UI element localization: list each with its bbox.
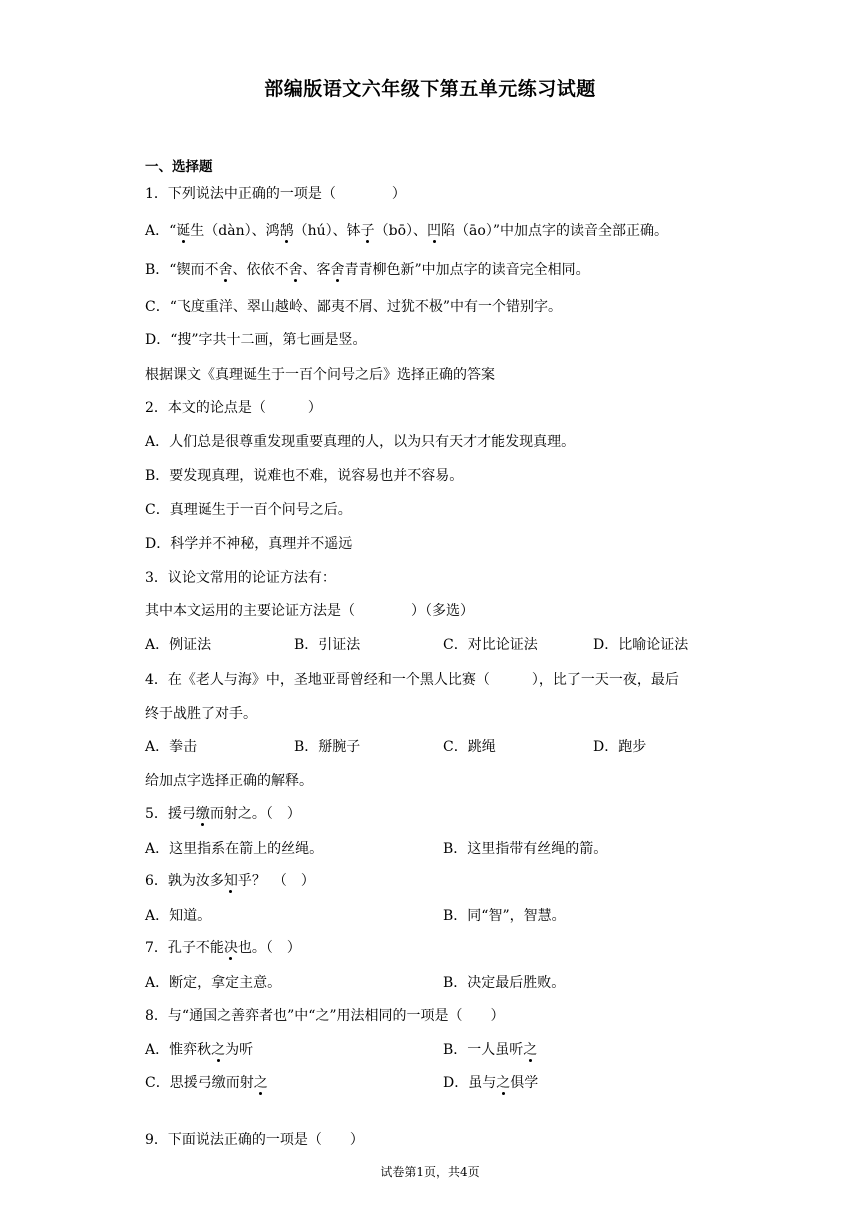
question-2-option-c: C．真理诞生于一百个问号之后。 — [145, 502, 352, 518]
question-8-option-b — [443, 1040, 537, 1060]
question-3-option-a: A．例证法 — [145, 637, 212, 653]
explanation-instruction: 给加点字选择正确的解释。 — [145, 773, 313, 789]
question-2-stem: 2．本文的论点是（ ） — [145, 400, 322, 416]
question-3-option-c: C．对比论证法 — [443, 637, 538, 653]
question-4-stem-line-2: 终于战胜了对手。 — [145, 706, 257, 722]
question-8-stem: 8．与“通国之善弈者也”中“之”用法相同的一项是（ ） — [145, 1008, 505, 1024]
dotted-char: 舍 — [330, 262, 345, 278]
dotted-char: 诞 — [176, 223, 191, 239]
dotted-char: 缴 — [195, 806, 210, 822]
question-3-stem: 3．议论文常用的论证方法有： — [145, 570, 336, 586]
question-4-option-b: B．掰腕子 — [294, 739, 361, 755]
question-2-option-b: B．要发现真理，说难也不难，说容易也并不容易。 — [145, 468, 464, 484]
question-3-subprompt: 其中本文运用的主要论证方法是（ ）（多选） — [145, 603, 474, 619]
dotted-char: 决 — [223, 940, 238, 956]
question-4-option-a: A．拳击 — [145, 739, 198, 755]
question-1-option-c: C．“飞度重洋、翠山越岭、鄙夷不屑、过犹不极”中有一个错别字。 — [145, 299, 563, 315]
text-segment: B．“锲而不 — [145, 262, 219, 278]
question-6-option-a: A．知道。 — [145, 908, 212, 924]
section-heading: 一、选择题 — [145, 159, 213, 175]
text-segment: 而射之。（ ） — [209, 806, 301, 822]
question-8-option-c — [145, 1073, 268, 1093]
text-segment: D．虽与 — [443, 1075, 497, 1091]
question-6-stem — [145, 871, 315, 891]
text-segment: 俱学 — [510, 1075, 539, 1091]
dotted-char: 子 — [360, 223, 375, 239]
text-segment: A．惟弈秋 — [145, 1042, 212, 1058]
dotted-char: 舍 — [288, 262, 303, 278]
text-segment: 乎？ （ ） — [237, 873, 315, 889]
question-2-option-d: D．科学并不神秘，真理并不遥远 — [145, 536, 353, 552]
text-segment: C．思援弓缴而射 — [145, 1075, 254, 1091]
question-3-option-b: B．引证法 — [294, 637, 361, 653]
text-segment: 陷（āo）”中加点字的读音全部正确。 — [441, 223, 668, 239]
text-segment: B．一人虽听 — [443, 1042, 524, 1058]
question-4-stem-line-1: 4．在《老人与海》中，圣地亚哥曾经和一个黑人比赛（ ），比了一天一夜，最后 — [145, 672, 679, 688]
question-1-option-d: D．“搜”字共十二画，第七画是竖。 — [145, 332, 367, 348]
text-segment: 7．孔子不能 — [145, 940, 224, 956]
text-segment: 5．援弓 — [145, 806, 196, 822]
question-5-option-b: B．这里指带有丝绳的箭。 — [443, 841, 608, 857]
dotted-char: 舍 — [218, 262, 233, 278]
text-segment: （hú）、钵 — [293, 223, 361, 239]
question-1-option-a — [145, 221, 668, 241]
reading-instruction: 根据课文《真理诞生于一百个问号之后》选择正确的答案 — [145, 367, 495, 383]
question-5-stem — [145, 804, 301, 824]
question-4-option-c: C．跳绳 — [443, 739, 496, 755]
question-6-option-b: B．同“智”，智慧。 — [443, 908, 566, 924]
question-1-stem: 1．下列说法中正确的一项是（ ） — [145, 186, 406, 202]
question-5-option-a: A．这里指系在箭上的丝绳。 — [145, 841, 324, 857]
text-segment: 、客 — [302, 262, 331, 278]
dotted-char: 鹄 — [279, 223, 294, 239]
text-segment: 也。（ ） — [237, 940, 301, 956]
text-segment: 6．孰为汝多 — [145, 873, 224, 889]
page-title: 部编版语文六年级下第五单元练习试题 — [264, 78, 596, 100]
question-3-option-d: D．比喻论证法 — [593, 637, 689, 653]
text-segment: 为听 — [225, 1042, 254, 1058]
dotted-char: 之 — [253, 1075, 268, 1091]
dotted-char: 之 — [211, 1042, 226, 1058]
page-footer: 试卷第1页，共4页 — [380, 1165, 480, 1179]
dotted-char: 之 — [523, 1042, 538, 1058]
dotted-char: 知 — [223, 873, 238, 889]
text-segment: A．“ — [145, 223, 177, 239]
text-segment: （bō）、 — [374, 223, 428, 239]
text-segment: 、依依不 — [232, 262, 289, 278]
dotted-char: 凹 — [427, 223, 442, 239]
question-8-option-d — [443, 1073, 538, 1093]
question-2-option-a: A．人们总是很尊重发现重要真理的人，以为只有天才才能发现真理。 — [145, 434, 576, 450]
question-8-option-a — [145, 1040, 253, 1060]
text-segment: 青青柳色新”中加点字的读音完全相同。 — [344, 262, 590, 278]
question-4-option-d: D．跑步 — [593, 739, 647, 755]
dotted-char: 之 — [496, 1075, 511, 1091]
question-9-stem: 9．下面说法正确的一项是（ ） — [145, 1132, 364, 1148]
question-7-option-a: A．断定，拿定主意。 — [145, 975, 282, 991]
question-7-option-b: B．决定最后胜败。 — [443, 975, 566, 991]
question-7-stem — [145, 938, 301, 958]
question-1-option-b — [145, 260, 590, 280]
text-segment: 生（dàn）、鸿 — [190, 223, 280, 239]
